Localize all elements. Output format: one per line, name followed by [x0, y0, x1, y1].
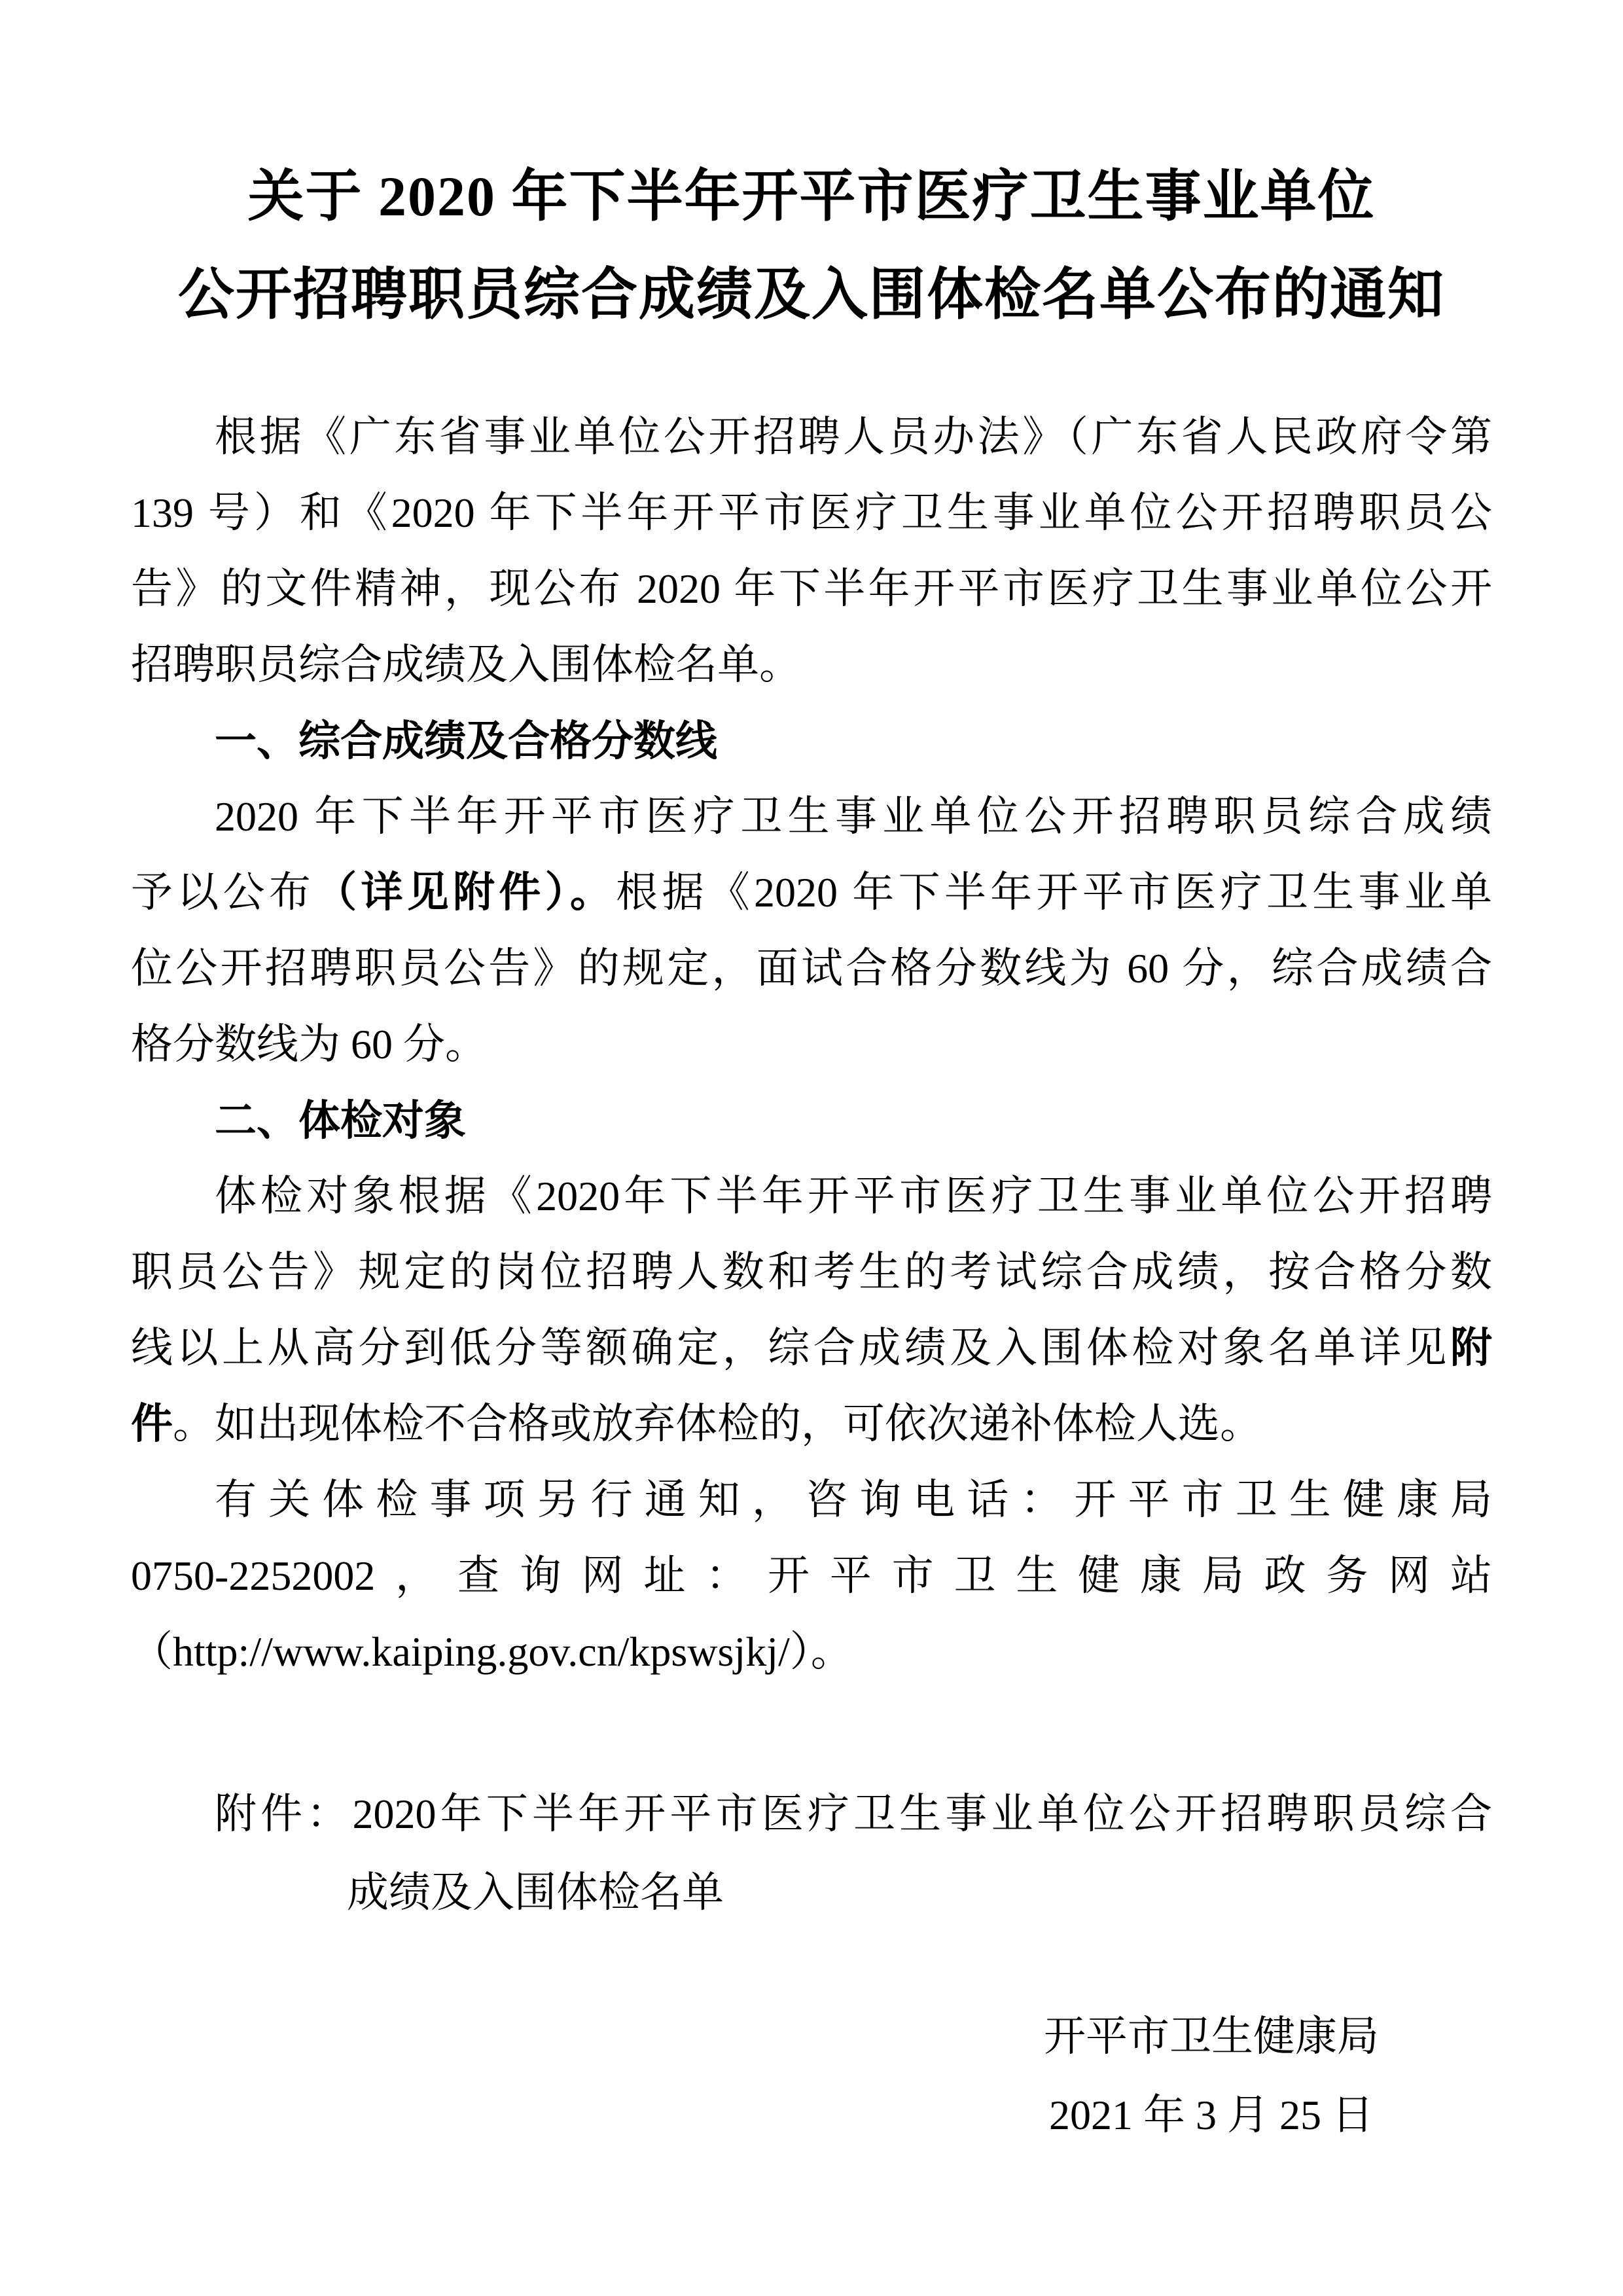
bold-text-segment: 件 — [131, 1401, 173, 1447]
paragraph-basis — [131, 399, 1492, 703]
paragraph-line: 2020 年下半年开平市医疗卫生事业单位公开招聘职员综合成绩 — [215, 793, 1492, 840]
paragraph-line: 根据《广东省事业单位公开招聘人员办法》（广东省人民政府令第 — [215, 414, 1492, 460]
attachment-section — [131, 1775, 1492, 1932]
paragraph-contact — [131, 1462, 1492, 1690]
text-segment: 予以公布 — [131, 869, 315, 916]
issuing-authority: 开平市卫生健康局 — [1044, 2013, 1379, 2060]
paragraph-line — [131, 855, 1492, 931]
signature-section — [1028, 1998, 1395, 2155]
text-segment: 线以上从高分到低分等额确定，综合成绩及入围体检对象名单详见 — [131, 1325, 1450, 1371]
contact-phone-line: 0750-2252002，查询网址：开平市卫生健康局政务网站 — [131, 1552, 1492, 1599]
title-line-1: 关于 2020 年下半年开平市医疗卫生事业单位 — [247, 165, 1376, 228]
paragraph-line — [131, 1310, 1492, 1386]
paragraph-line: 招聘职员综合成绩及入围体检名单。 — [131, 641, 801, 688]
paragraph-examination — [131, 1158, 1492, 1462]
paragraph-scores — [131, 779, 1492, 1083]
paragraph-line: 告》的文件精神，现公布 2020 年下半年开平市医疗卫生事业单位公开 — [131, 565, 1492, 612]
paragraph-line: 格分数线为 60 分。 — [131, 1021, 487, 1067]
paragraph-line: 有关体检事项另行通知，咨询电话：开平市卫生健康局 — [215, 1477, 1492, 1523]
paragraph-line: 职员公告》规定的岗位招聘人数和考生的考试综合成绩，按合格分数 — [131, 1249, 1492, 1295]
bold-text-segment: （详见附件）。 — [315, 869, 616, 916]
text-segment: 。如出现体检不合格或放弃体检的，可依次递补体检人选。 — [173, 1401, 1262, 1447]
paragraph-line: 体检对象根据《2020年下半年开平市医疗卫生事业单位公开招聘 — [215, 1173, 1492, 1219]
issue-date: 2021 年 3 月 25 日 — [1049, 2092, 1374, 2138]
section-heading-2: 二、体检对象 — [215, 1097, 466, 1144]
paragraph-line — [131, 1386, 1492, 1462]
attachment-line-2: 成绩及入围体检名单 — [347, 1869, 724, 1916]
text-segment: 根据《2020 年下半年开平市医疗卫生事业单 — [616, 869, 1493, 916]
section-heading-1: 一、综合成绩及合格分数线 — [215, 717, 717, 764]
paragraph-line: 139 号）和《2020 年下半年开平市医疗卫生事业单位公开招聘职员公 — [131, 490, 1492, 536]
title-line-2: 公开招聘职员综合成绩及入围体检名单公布的通知 — [178, 263, 1445, 326]
document-title — [131, 147, 1492, 344]
contact-url-line: （http://www.kaiping.gov.cn/kpswsjkj/）。 — [131, 1628, 853, 1675]
document-body — [131, 399, 1492, 1690]
bold-text-segment: 附 — [1450, 1325, 1492, 1371]
paragraph-line: 位公开招聘职员公告》的规定，面试合格分数线为 60 分，综合成绩合 — [131, 945, 1492, 992]
attachment-line-1: 附件：2020年下半年开平市医疗卫生事业单位公开招聘职员综合 — [215, 1791, 1492, 1837]
